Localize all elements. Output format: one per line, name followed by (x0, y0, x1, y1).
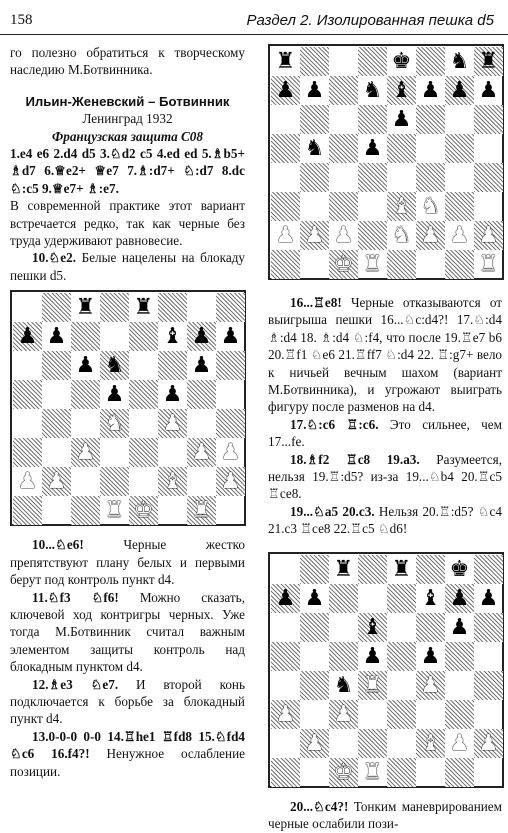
board-square (416, 163, 445, 192)
board-square (271, 671, 300, 700)
white-pawn-icon: ♟ (449, 223, 470, 248)
board-square (416, 700, 445, 729)
board-square (387, 758, 416, 787)
move-11-paragraph (10, 589, 245, 676)
white-pawn-icon: ♟ (275, 701, 296, 727)
board-square (71, 380, 100, 409)
black-pawn-icon: ♟ (191, 353, 212, 379)
white-king-icon: ♚ (133, 498, 154, 524)
board-square (358, 47, 387, 76)
board-square (271, 613, 300, 642)
board-square (387, 729, 416, 758)
board-square (271, 192, 300, 221)
white-bishop-icon: ♝ (391, 194, 412, 219)
chess-diagram-1 (10, 290, 246, 526)
board-square (387, 613, 416, 642)
move-20-text: Тонким маневрированием черные ослабили пози- (268, 798, 503, 832)
board-square (358, 700, 387, 729)
black-pawn-icon: ♟ (104, 382, 125, 408)
board-square (300, 671, 329, 700)
board-square (387, 584, 416, 613)
black-pawn-icon: ♟ (275, 585, 296, 611)
black-king-icon: ♚ (391, 49, 412, 74)
black-knight-icon: ♞ (304, 136, 325, 161)
board-square (42, 496, 71, 525)
board-square (13, 409, 42, 438)
board-square (13, 438, 42, 467)
board-square (387, 700, 416, 729)
black-pawn-icon: ♟ (478, 585, 499, 611)
board-square (445, 163, 474, 192)
board-square (13, 380, 42, 409)
white-pawn-icon: ♟ (220, 469, 241, 495)
board-square (445, 105, 474, 134)
board-square (71, 322, 100, 351)
board-square (445, 700, 474, 729)
board-square (129, 438, 158, 467)
board-square (329, 584, 358, 613)
black-pawn-icon: ♟ (420, 78, 441, 103)
move-18-text: Разумеется, нельзя 19.♖:d5? из-за 19...♘b4 20.♖с5 ♖се8. (268, 451, 502, 502)
board-square (416, 134, 445, 163)
move-19-paragraph (268, 503, 502, 538)
board-square (129, 322, 158, 351)
black-rook-icon: ♜ (478, 49, 499, 74)
black-rook-icon: ♜ (133, 295, 154, 321)
board-square (387, 163, 416, 192)
white-king-icon: ♚ (333, 759, 354, 785)
board-square (216, 380, 245, 409)
black-pawn-icon: ♟ (162, 382, 183, 408)
move-10-paragraph (10, 249, 245, 284)
move-13: 13.0-0-0 0-0 14.♖hе1 ♖fd8 15.♘fd4 ♘с6 16.f4?! (10, 728, 245, 762)
white-pawn-icon: ♟ (420, 672, 441, 698)
chapter-title: Раздел 2. Изолированная пешка d5 (246, 12, 494, 29)
board-square (445, 250, 474, 279)
board-square (358, 584, 387, 613)
board-square (271, 105, 300, 134)
black-knight-icon: ♞ (104, 353, 125, 379)
board-square (216, 293, 245, 322)
move-16: 16...♖е8! (290, 295, 342, 310)
black-pawn-icon: ♟ (191, 324, 212, 350)
chess-diagram-3 (268, 552, 504, 788)
board-square (100, 438, 129, 467)
move-17: 17.♘:с6 ♖:с6. (290, 416, 379, 432)
white-pawn-icon: ♟ (162, 411, 183, 437)
board-square (358, 221, 387, 250)
white-pawn-icon: ♟ (478, 730, 499, 756)
game-players: Ильин-Женевский – Ботвинник (25, 93, 230, 109)
right-column (268, 44, 502, 833)
black-pawn-icon: ♟ (478, 78, 499, 103)
board-square (42, 409, 71, 438)
board-square (158, 496, 187, 525)
board-square (358, 105, 387, 134)
move-11: 11.♘f3 ♘f6! (32, 589, 119, 605)
white-knight-icon: ♞ (391, 223, 412, 248)
board-square (329, 163, 358, 192)
board-square (216, 409, 245, 438)
moves-1-9-comment: В современной практике этот вариант встречается редко, так как черные без труда удерживают равновесие. (10, 198, 245, 249)
black-pawn-icon: ♟ (449, 585, 470, 611)
board-square (216, 351, 245, 380)
board-square (329, 192, 358, 221)
white-pawn-icon: ♟ (220, 440, 241, 466)
board-square (271, 134, 300, 163)
board-square (474, 555, 503, 584)
board-square (271, 729, 300, 758)
move-19-text: Нельзя 20.♖:d5? ♘с4 21.с3 ♖се8 22.♖с5 ♘d6! (268, 503, 503, 537)
move-18-paragraph (268, 451, 502, 503)
board-square (187, 467, 216, 496)
board-square (71, 496, 100, 525)
black-pawn-icon: ♟ (304, 585, 325, 611)
board-square (300, 758, 329, 787)
board-square (129, 380, 158, 409)
move-13-text: Ненужное ослабление позиции. (10, 746, 246, 779)
board-square (474, 671, 503, 700)
move-20: 20...♘с4?! (290, 798, 349, 814)
black-rook-icon: ♜ (333, 556, 354, 582)
white-rook-icon: ♜ (478, 252, 499, 277)
white-rook-icon: ♜ (362, 759, 383, 785)
board-square (358, 192, 387, 221)
move-10b-text: Черные жестко препятствуют плану белых и первыми берут под контроль пункт d4. (10, 537, 246, 588)
white-rook-icon: ♜ (362, 252, 383, 277)
white-bishop-icon: ♝ (162, 469, 183, 495)
intro-paragraph: го полезно обратиться к творческому наследию М.Ботвинника. (10, 45, 245, 78)
board-square (300, 163, 329, 192)
board-square (271, 250, 300, 279)
board-square (71, 409, 100, 438)
black-pawn-icon: ♟ (46, 324, 67, 350)
board-square (329, 729, 358, 758)
board-square (445, 192, 474, 221)
left-column (10, 44, 245, 780)
board-square (474, 642, 503, 671)
move-11-text: Можно сказать, ключевой ход контригры черных. Уже тогда М.Ботвинник считал важным элементом защиты контроль над блокадным пунктом d4. (10, 589, 245, 675)
white-pawn-icon: ♟ (449, 730, 470, 756)
board-square (100, 322, 129, 351)
white-pawn-icon: ♟ (420, 223, 441, 248)
black-rook-icon: ♜ (391, 556, 412, 582)
board-square (329, 105, 358, 134)
board-square (416, 47, 445, 76)
white-pawn-icon: ♟ (333, 701, 354, 727)
move-18: 18.♗f2 ♖с8 19.а3. (290, 451, 420, 467)
board-square (387, 134, 416, 163)
board-square (187, 380, 216, 409)
board-square (445, 758, 474, 787)
board-square (358, 555, 387, 584)
white-knight-icon: ♞ (420, 194, 441, 219)
board-square (42, 438, 71, 467)
board-square (358, 729, 387, 758)
board-square (13, 351, 42, 380)
white-pawn-icon: ♟ (17, 469, 38, 495)
black-pawn-icon: ♟ (449, 78, 470, 103)
board-square (187, 293, 216, 322)
board-square (300, 250, 329, 279)
board-square (271, 555, 300, 584)
black-pawn-icon: ♟ (391, 107, 412, 132)
board-square (416, 613, 445, 642)
board-square (474, 758, 503, 787)
move-10b: 10...♘е6! (32, 537, 84, 553)
black-pawn-icon: ♟ (362, 136, 383, 161)
white-king-icon: ♚ (333, 252, 354, 277)
board-square (71, 467, 100, 496)
board-square (158, 293, 187, 322)
white-pawn-icon: ♟ (46, 469, 67, 495)
page-number: 158 (10, 12, 33, 28)
board-square (129, 409, 158, 438)
board-square (416, 555, 445, 584)
white-pawn-icon: ♟ (191, 440, 212, 466)
board-square (416, 250, 445, 279)
white-pawn-icon: ♟ (304, 730, 325, 756)
white-rook-icon: ♜ (191, 498, 212, 524)
board-square (13, 496, 42, 525)
board-square (474, 163, 503, 192)
board-square (158, 351, 187, 380)
black-pawn-icon: ♟ (17, 324, 38, 350)
move-12-text: И второй конь подключается к борьбе за блокадный пункт d4. (10, 676, 245, 727)
board-square (387, 642, 416, 671)
move-12-paragraph (10, 676, 245, 728)
board-square (271, 758, 300, 787)
black-king-icon: ♚ (449, 556, 470, 582)
board-square (387, 250, 416, 279)
board-square (474, 700, 503, 729)
white-pawn-icon: ♟ (275, 223, 296, 248)
board-square (300, 105, 329, 134)
board-square (329, 47, 358, 76)
board-square (100, 467, 129, 496)
board-square (300, 555, 329, 584)
board-square (300, 613, 329, 642)
board-square (329, 76, 358, 105)
board-square (158, 438, 187, 467)
black-rook-icon: ♜ (275, 49, 296, 74)
white-rook-icon: ♜ (104, 498, 125, 524)
game-opening: Французская защита С08 (52, 128, 203, 144)
board-square (300, 700, 329, 729)
board-square (416, 758, 445, 787)
board-square (42, 293, 71, 322)
white-pawn-icon: ♟ (75, 440, 96, 466)
board-square (216, 496, 245, 525)
board-square (300, 642, 329, 671)
board-square (329, 642, 358, 671)
black-pawn-icon: ♟ (220, 324, 241, 350)
black-knight-icon: ♞ (449, 49, 470, 74)
move-16-paragraph (268, 294, 502, 416)
black-pawn-icon: ♟ (275, 78, 296, 103)
black-pawn-icon: ♟ (304, 78, 325, 103)
board-square (445, 134, 474, 163)
board-square (358, 163, 387, 192)
move-10: 10.♘e2. (32, 250, 77, 266)
black-bishop-icon: ♝ (362, 614, 383, 640)
white-pawn-icon: ♟ (304, 223, 325, 248)
black-knight-icon: ♞ (333, 672, 354, 698)
board-square (271, 163, 300, 192)
move-19: 19...♘а5 20.с3. (290, 503, 375, 519)
black-pawn-icon: ♟ (362, 643, 383, 669)
black-bishop-icon: ♝ (162, 324, 183, 350)
white-pawn-icon: ♟ (478, 223, 499, 248)
board-square (474, 613, 503, 642)
move-12: 12.♗е3 ♘е7. (32, 676, 119, 692)
board-square (474, 192, 503, 221)
black-bishop-icon: ♝ (420, 585, 441, 611)
board-square (474, 134, 503, 163)
move-17-paragraph (268, 416, 502, 451)
board-square (416, 105, 445, 134)
move-16-text: Черные отказываются от выигрыша пешки 16...♘с:d4?! 17.♘:d4 ♗:d4 18. ♗:d4 ♘:f4, что после 19.♖е7 b6 20.♖f1 ♘е6 21.♖ff7 ♘:d4 22. ♖:g7+ вело к ничьей вечным шахом (вариант М.Ботвинника), и угрожают выиграть фигуру после разменов на d4. (268, 295, 503, 415)
black-knight-icon: ♞ (362, 78, 383, 103)
board-square (387, 671, 416, 700)
move-10-text: Белые нацелены на блокаду пешки d5. (10, 250, 246, 283)
board-square (42, 380, 71, 409)
board-square (300, 192, 329, 221)
white-rook-icon: ♜ (362, 672, 383, 698)
white-knight-icon: ♞ (104, 411, 125, 437)
move-17-text: Это сильнее, чем 17...fe. (268, 416, 503, 450)
board-square (445, 671, 474, 700)
board-square (129, 351, 158, 380)
white-pawn-icon: ♟ (333, 223, 354, 248)
page-header (0, 8, 508, 35)
board-square (271, 642, 300, 671)
board-square (445, 642, 474, 671)
board-square (129, 467, 158, 496)
white-bishop-icon: ♝ (420, 730, 441, 756)
black-bishop-icon: ♝ (391, 78, 412, 103)
move-20-paragraph (268, 798, 502, 833)
board-square (42, 351, 71, 380)
board-square (329, 613, 358, 642)
board-square (100, 293, 129, 322)
board-square (329, 134, 358, 163)
black-pawn-icon: ♟ (449, 614, 470, 640)
moves-1-9: 1.е4 е6 2.d4 d5 3.♘d2 с5 4.еd еd 5.♗b5+ ♗d7 6.♕е2+ ♕е7 7.♗:d7+ ♘:d7 8.dc ♘:с5 9.♕е7+ ♗:е7. (10, 146, 245, 196)
game-place: Ленинград 1932 (82, 111, 173, 127)
board-square (13, 293, 42, 322)
board-square (474, 105, 503, 134)
black-rook-icon: ♜ (75, 295, 96, 321)
move-13-paragraph (10, 728, 245, 780)
board-square (300, 47, 329, 76)
board-square (187, 409, 216, 438)
chess-diagram-2 (268, 44, 504, 280)
move-10b-paragraph (10, 536, 245, 588)
black-pawn-icon: ♟ (75, 353, 96, 379)
black-pawn-icon: ♟ (420, 643, 441, 669)
